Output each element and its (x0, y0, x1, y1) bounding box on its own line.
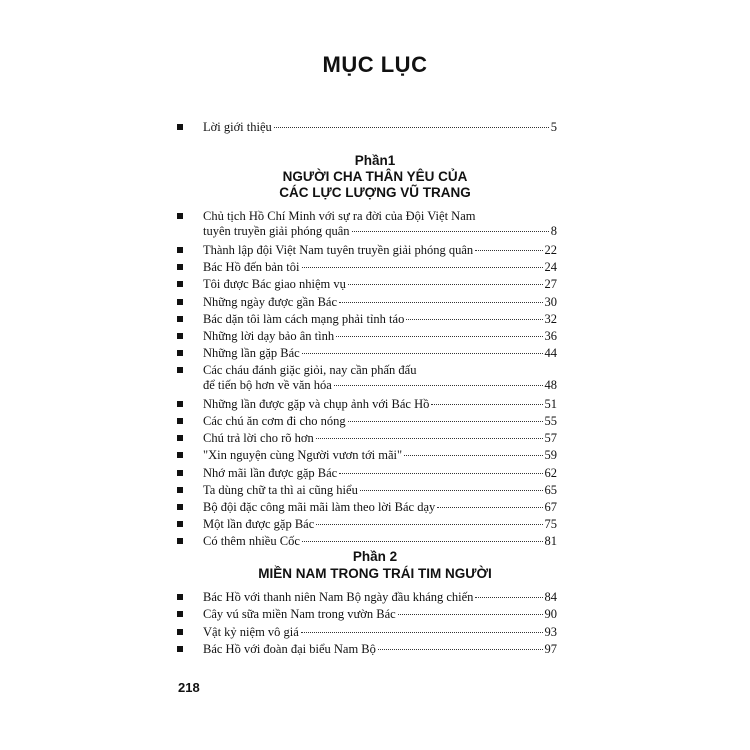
toc-entry (177, 534, 557, 549)
toc-entry (177, 590, 557, 605)
toc-entry-page: 22 (544, 243, 557, 258)
toc-entry (177, 431, 557, 446)
page-title: MỤC LỤC (322, 52, 428, 77)
toc-entry-page: 67 (544, 499, 557, 514)
toc-entry-title: Ta dùng chữ ta thì ai cũng hiểu (203, 482, 358, 497)
toc-entry-title: Cây vú sữa miền Nam trong vườn Bác (203, 607, 396, 622)
toc-entry (177, 346, 557, 361)
toc-entry-title: Bác Hồ với đoàn đại biểu Nam Bộ (203, 642, 376, 657)
dot-leader (301, 632, 543, 633)
dot-leader (437, 507, 542, 508)
toc-entry (177, 607, 557, 622)
toc-entry-title: Một lần được gặp Bác (203, 516, 315, 531)
toc-entry-title: Bác Hồ với thanh niên Nam Bộ ngày đầu kháng chiến (203, 590, 474, 604)
dot-leader (378, 649, 543, 650)
dot-leader (348, 284, 543, 285)
toc-entry-page: 36 (544, 328, 557, 343)
dot-leader (406, 319, 542, 320)
toc-entry-title: Các chú ăn cơm đi cho nóng (203, 414, 346, 429)
toc-entry-page: 90 (544, 607, 557, 622)
toc-entry-page: 84 (544, 590, 557, 604)
toc-entry-title: Chú trả lời cho rõ hơn (203, 431, 314, 446)
toc-entry (177, 243, 557, 258)
toc-entry (177, 500, 557, 515)
dot-leader (431, 404, 542, 405)
toc-entry-page: 51 (544, 397, 557, 412)
toc-entry-title: Lời giới thiệu (203, 120, 272, 134)
toc-entry-page: 32 (544, 311, 557, 326)
dot-leader (360, 490, 543, 491)
toc-entry (177, 277, 557, 292)
toc-entry-page: 48 (544, 377, 557, 392)
toc-entry-title: để tiến bộ hơn về văn hóa (203, 377, 332, 392)
part1-label: Phần1 (354, 153, 396, 168)
toc-entry-title: Bác Hồ đến bản tôi (203, 260, 300, 275)
dot-leader (475, 250, 542, 251)
toc-entry-title: Bộ đội đặc công mãi mãi làm theo lời Bác dạy (203, 499, 436, 514)
part2-label: Phần 2 (352, 549, 398, 564)
dot-leader (398, 614, 543, 615)
toc-entry (177, 517, 557, 532)
toc-entry-page: 93 (544, 624, 557, 639)
toc-entry (177, 642, 557, 657)
toc-entry-page: 81 (544, 533, 557, 548)
toc-entry-title: Nhớ mãi lần được gặp Bác (203, 465, 338, 480)
toc-entry (177, 260, 557, 275)
toc-entry (177, 397, 557, 412)
toc-entry-title: Thành lập đội Việt Nam tuyên truyền giải phóng quân (203, 243, 474, 258)
toc-entry-page: 30 (544, 294, 557, 309)
part1-subtitle-line2: CÁC LỰC LƯỢNG VŨ TRANG (279, 185, 471, 200)
part2-subtitle-line1: MIỀN NAM TRONG TRÁI TIM NGƯỜI (258, 566, 492, 581)
toc-entry (177, 466, 557, 481)
toc-entry-title: Những lời dạy bảo ân tình (203, 328, 335, 343)
toc-entry (177, 625, 557, 640)
toc-entry-intro (177, 120, 557, 135)
toc-entry-title: Bác dặn tôi làm cách mạng phải tỉnh táo (203, 311, 405, 326)
dot-leader (274, 127, 549, 128)
toc-entry-page: 97 (544, 642, 557, 657)
dot-leader (339, 473, 542, 474)
toc-entry-title-line1: Các cháu đánh giặc giỏi, nay cần phấn đấu (203, 362, 417, 377)
bullet-icon (177, 367, 183, 373)
dot-leader (302, 353, 543, 354)
toc-entry-page: 62 (544, 465, 557, 480)
toc-entry-title-line1: Chủ tịch Hồ Chí Minh với sự ra đời của Đội Việt Nam (203, 209, 476, 223)
toc-entry-title: Tôi được Bác giao nhiệm vụ (203, 277, 346, 292)
toc-entry (177, 363, 557, 393)
toc-entry (177, 329, 557, 344)
dot-leader (339, 302, 542, 303)
dot-leader (302, 267, 543, 268)
page-number: 218 (178, 680, 200, 695)
toc-entry-page: 55 (544, 414, 557, 429)
toc-entry-page: 5 (550, 120, 557, 134)
toc-entry-page: 24 (544, 260, 557, 275)
toc-entry-page: 57 (544, 431, 557, 446)
dot-leader (334, 385, 543, 386)
toc-entry-title: tuyên truyền giải phóng quân (203, 224, 350, 238)
toc-entry-page: 27 (544, 277, 557, 292)
toc-entry-title: "Xin nguyện cùng Người vươn tới mãi" (203, 448, 403, 463)
dot-leader (316, 438, 543, 439)
toc-entry (177, 414, 557, 429)
dot-leader (352, 231, 549, 232)
toc-entry-page: 59 (544, 448, 557, 463)
dot-leader (404, 455, 542, 456)
dot-leader (348, 421, 543, 422)
bullet-icon (177, 213, 183, 219)
toc-entry (177, 312, 557, 327)
toc-entry-title: Những ngày được gần Bác (203, 294, 338, 309)
toc-entry-title: Vật kỷ niệm vô giá (203, 624, 299, 639)
dot-leader (302, 541, 543, 542)
toc-entry (177, 483, 557, 498)
toc-entry (177, 295, 557, 310)
dot-leader (336, 336, 542, 337)
toc-entry-page: 44 (544, 345, 557, 360)
toc-entry-page: 75 (544, 516, 557, 531)
dot-leader (475, 597, 542, 598)
toc-entry-title: Những lần được gặp và chụp ảnh với Bác Hồ (203, 397, 430, 412)
toc-entry (177, 209, 557, 239)
toc-entry (177, 448, 557, 463)
toc-entry-page: 65 (544, 482, 557, 497)
toc-entry-title: Những lần gặp Bác (203, 345, 300, 360)
part1-subtitle-line1: NGƯỜI CHA THÂN YÊU CỦA (282, 169, 468, 184)
toc-entry-page: 8 (550, 224, 557, 238)
toc-entry-title: Có thêm nhiều Cốc (203, 533, 300, 548)
dot-leader (316, 524, 542, 525)
